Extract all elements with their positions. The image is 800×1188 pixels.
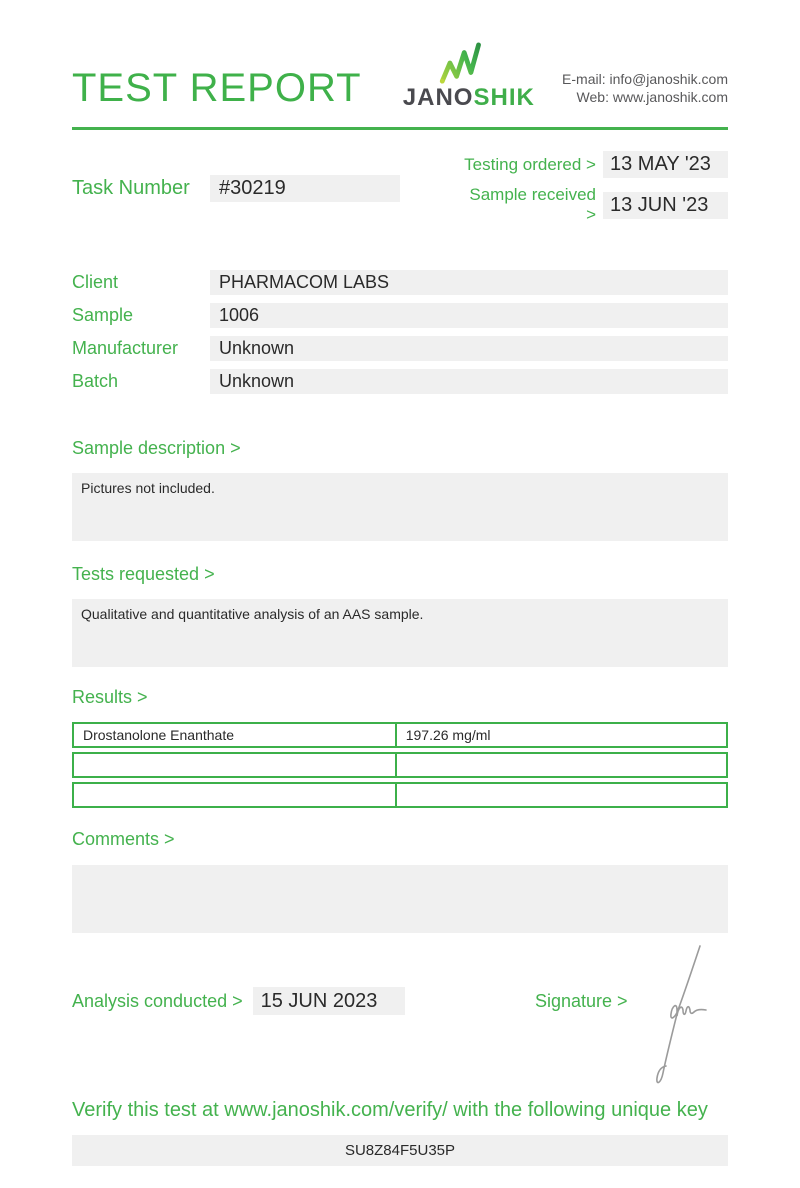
growth-chart-icon — [438, 42, 500, 84]
testing-ordered-date: 13 MAY '23 — [603, 151, 728, 178]
table-row — [72, 722, 728, 748]
page-title: TEST REPORT — [72, 66, 362, 110]
table-row — [72, 782, 728, 808]
tests-requested-box: Qualitative and quantitative analysis of an AAS sample. — [72, 599, 728, 667]
sample-value: 1006 — [210, 303, 728, 328]
result-substance: Drostanolone Enanthate — [72, 722, 397, 748]
info-row-client — [72, 270, 728, 295]
result-substance — [72, 782, 397, 808]
task-number-row — [72, 151, 400, 225]
contact-email: E-mail: info@janoshik.com — [562, 71, 728, 87]
sample-description-box: Pictures not included. — [72, 473, 728, 541]
batch-value: Unknown — [210, 369, 728, 394]
verify-instruction: Verify this test at www.janoshik.com/verify/ with the following unique key — [72, 1099, 708, 1121]
sample-label: Sample — [72, 305, 134, 325]
unique-key: SU8Z84F5U35P — [72, 1135, 728, 1166]
manufacturer-value: Unknown — [210, 336, 728, 361]
manufacturer-label: Manufacturer — [72, 338, 179, 358]
test-report-page — [0, 38, 800, 1188]
testing-ordered-label: Testing ordered > — [464, 154, 596, 174]
batch-label: Batch — [72, 371, 119, 391]
header-divider — [72, 127, 728, 130]
logo-shik: SHIK — [473, 84, 535, 111]
client-label: Client — [72, 272, 119, 292]
sample-received-date: 13 JUN '23 — [603, 192, 728, 219]
result-amount — [397, 752, 728, 778]
janoshik-logo — [403, 42, 535, 110]
info-row-batch — [72, 369, 728, 394]
comments-heading: Comments > — [72, 829, 175, 849]
result-amount: 197.26 mg/ml — [397, 722, 728, 748]
sample-info-section — [72, 270, 728, 394]
table-row — [72, 752, 728, 778]
sample-received-label: Sample received > — [469, 185, 596, 224]
testing-ordered-row — [455, 151, 728, 178]
task-number-label: Task Number — [72, 176, 190, 199]
info-row-sample — [72, 303, 728, 328]
results-heading: Results > — [72, 687, 148, 707]
dates-block — [455, 151, 728, 225]
signature-scribble — [642, 942, 714, 1092]
sample-received-row — [455, 185, 728, 225]
task-number-value: #30219 — [210, 175, 400, 202]
contact-info — [562, 70, 728, 110]
analysis-signature-row — [72, 987, 728, 1015]
sample-description-heading: Sample description > — [72, 438, 241, 458]
info-row-manufacturer — [72, 336, 728, 361]
results-table — [72, 718, 728, 812]
signature-label: Signature > — [535, 991, 628, 1011]
logo-jano: JANO — [402, 84, 474, 111]
contact-web: Web: www.janoshik.com — [576, 89, 728, 105]
report-header — [72, 38, 728, 110]
result-substance — [72, 752, 397, 778]
analysis-conducted-label: Analysis conducted > — [72, 990, 243, 1011]
task-section — [72, 151, 728, 225]
client-value: PHARMACOM LABS — [210, 270, 728, 295]
logo-wordmark — [403, 86, 535, 110]
result-amount — [397, 782, 728, 808]
comments-box — [72, 865, 728, 933]
analysis-date: 15 JUN 2023 — [253, 987, 405, 1015]
tests-requested-heading: Tests requested > — [72, 564, 215, 584]
